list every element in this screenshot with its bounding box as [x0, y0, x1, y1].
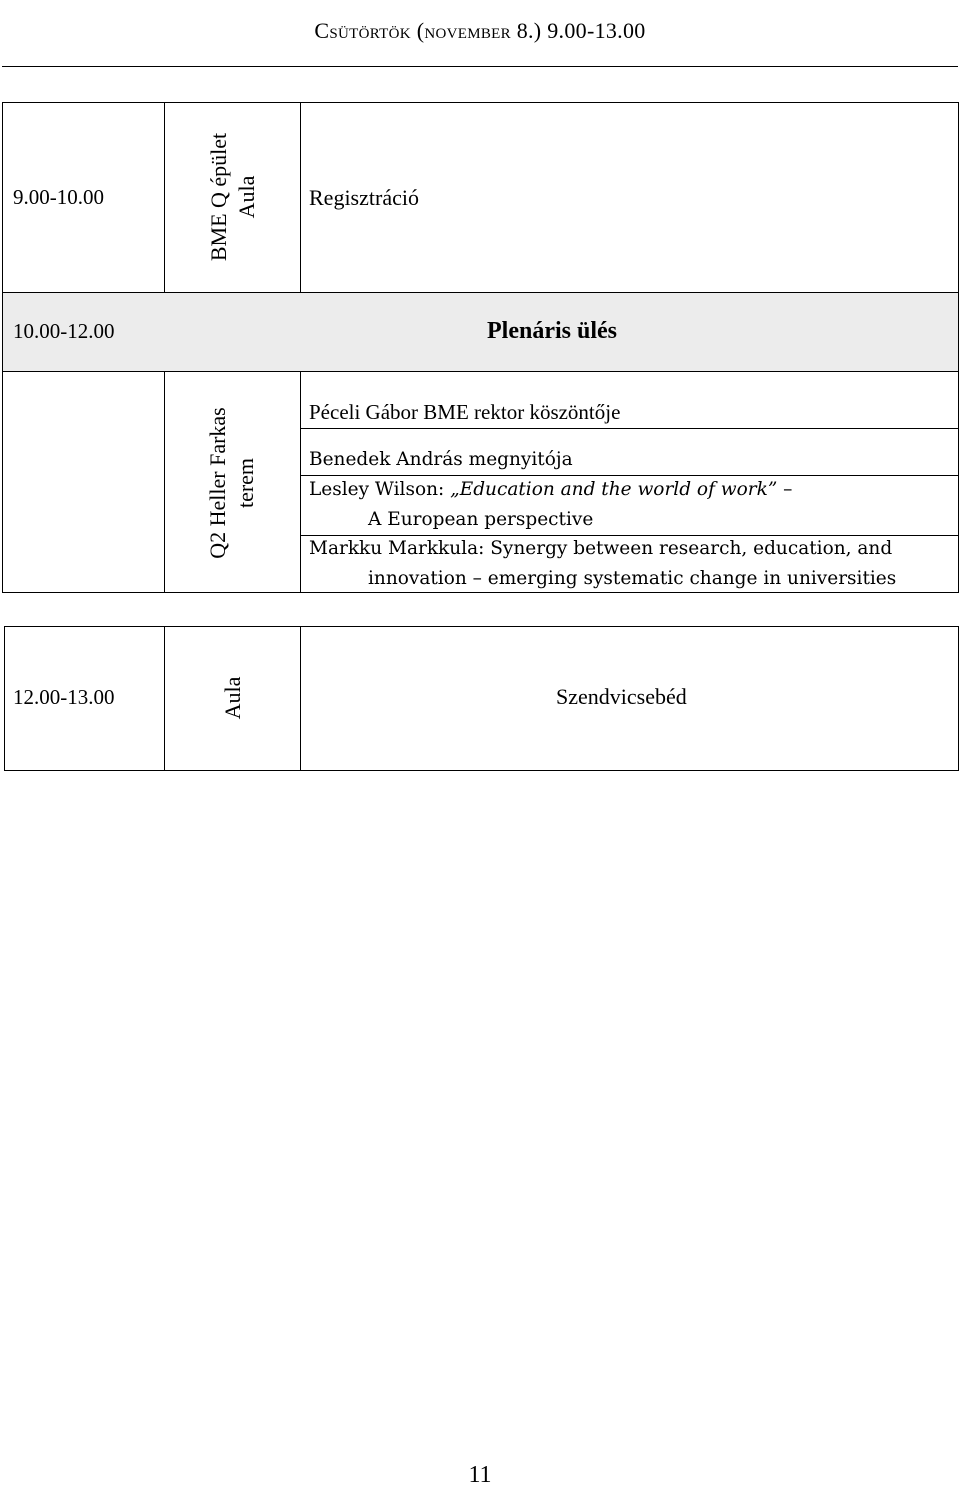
plenary-item-opening: Benedek András megnyitója: [309, 449, 573, 470]
plenary-location: [204, 385, 260, 581]
lunch-title: Szendvicsebéd: [556, 684, 687, 709]
heading-day: Csütörtök: [314, 18, 411, 43]
plenary-item-wilson: [309, 479, 792, 500]
wilson-dash: –: [777, 479, 793, 500]
lunch-time-cell: [4, 626, 165, 771]
item-divider: [301, 428, 958, 429]
plenary-item-wilson-line2: A European perspective: [368, 509, 594, 530]
plenary-location-line2: terem: [233, 457, 258, 509]
page-number: 11: [468, 1462, 492, 1488]
wilson-speaker: Lesley Wilson:: [309, 479, 451, 500]
item-divider: [301, 535, 958, 536]
lunch-title-cell: [300, 626, 959, 771]
registration-title: Regisztráció: [309, 185, 419, 210]
registration-location-line1: BME Q épület: [206, 132, 231, 262]
plenary-item-markkula-line2: innovation – emerging systematic change in universities: [368, 568, 897, 589]
plenary-item-welcome: Péceli Gábor BME rektor köszöntője: [309, 400, 621, 424]
plenary-header-row: [2, 292, 959, 372]
registration-time-cell: [2, 102, 165, 293]
item-divider: [301, 475, 958, 476]
heading-time: 9.00-13.00: [547, 18, 646, 43]
heading-date: (november 8.): [416, 18, 542, 43]
heading-rule: [2, 66, 958, 67]
plenary-title: Plenáris ülés: [487, 318, 617, 344]
registration-title-cell: [300, 102, 959, 293]
lunch-location-cell: [164, 626, 301, 771]
plenary-location-line1: Q2 Heller Farkas: [205, 407, 230, 559]
wilson-title: „Education and the world of work”: [450, 479, 778, 500]
plenary-items-cell: [300, 371, 959, 593]
plenary-time-cell: [2, 371, 165, 593]
page-heading: [0, 18, 960, 44]
registration-location: [205, 102, 261, 292]
registration-location-cell: [164, 102, 301, 293]
lunch-time: 12.00-13.00: [13, 685, 115, 709]
plenary-item-markkula-line1: Markku Markkula: Synergy between research, education, and: [309, 538, 893, 559]
plenary-location-cell: [164, 371, 301, 593]
plenary-time: 10.00-12.00: [13, 319, 115, 343]
registration-time: 9.00-10.00: [13, 185, 104, 209]
registration-location-line2: Aula: [234, 175, 259, 219]
lunch-location: Aula: [220, 676, 245, 720]
